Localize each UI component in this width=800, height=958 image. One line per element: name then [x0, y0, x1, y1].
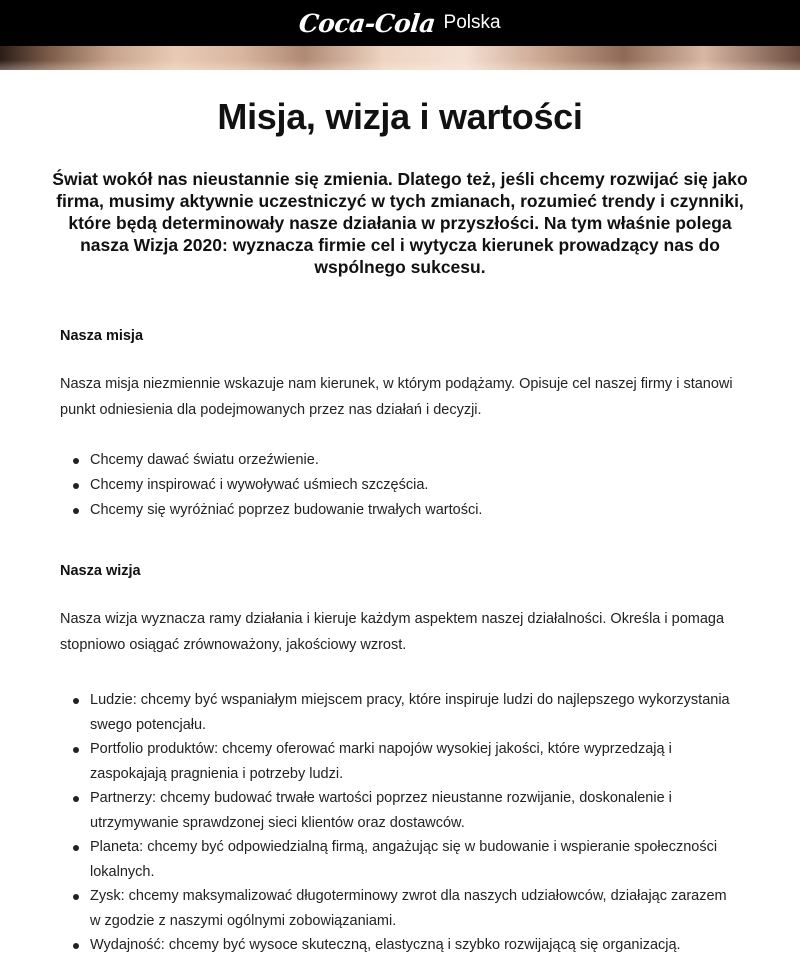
coca-cola-logo[interactable]: Coca-Cola [297, 8, 438, 38]
vision-list [60, 688, 740, 958]
list-item: Chcemy się wyróżniać poprzez budowanie trwałych wartości. [90, 498, 740, 523]
vision-text: Nasza wizja wyznacza ramy działania i kieruje każdym aspektem naszej działalności. Określa i pomaga stopniowo osiągać zrównoważony, jakościowy wzrost. [60, 611, 725, 653]
vision-heading: Nasza wizja [60, 563, 141, 579]
mission-heading: Nasza misja [60, 328, 144, 344]
list-item: Ludzie: chcemy być wspaniałym miejscem pracy, które inspiruje ludzi do najlepszego wykorzystania swego potencjału. [90, 688, 740, 738]
list-item: Zysk: chcemy maksymalizować długoterminowy zwrot dla naszych udziałowców, działając zarazem w zgodzie z naszymi ogólnymi zobowiązaniami. [90, 884, 740, 934]
main-content [0, 328, 800, 958]
list-item: Portfolio produktów: chcemy oferować marki napojów wysokiej jakości, które wyprzedzają i zaspokajają pragnienia i potrzeby ludzi. [90, 737, 740, 787]
list-item: Wydajność: chcemy być wysoce skuteczną, elastyczną i szybko rozwijającą się organizacją. [90, 933, 740, 958]
site-header [0, 0, 800, 46]
intro-lead: Świat wokół nas nieustannie się zmienia. Dlatego też, jeśli chcemy rozwijać się jako firma, musimy aktywnie uczestniczyć w tych zmianach, rozumieć trendy i czynniki, które będą determinowały nasze działania w przyszłości. Na tym właśnie polega nasza Wizja 2020: wyznacza firmie cel i wytycza kierunek prowadzący nas do wspólnego sukcesu. [52, 169, 748, 277]
list-item: Chcemy dawać światu orzeźwienie. [90, 448, 740, 473]
page-title: Misja, wizja i wartości [217, 96, 583, 137]
list-item: Planeta: chcemy być odpowiedzialną firmą, angażując się w budowanie i wspieranie społeczności lokalnych. [90, 835, 740, 885]
hero-image-strip [0, 46, 800, 70]
list-item: Chcemy inspirować i wywoływać uśmiech szczęścia. [90, 473, 740, 498]
mission-text: Nasza misja niezmiennie wskazuje nam kierunek, w którym podążamy. Opisuje cel naszej firmy i stanowi punkt odniesienia dla podejmowanych przez nas działań i decyzji. [60, 376, 733, 418]
mission-list [60, 448, 740, 523]
region-label: Polska [443, 12, 501, 33]
list-item: Partnerzy: chcemy budować trwałe wartości poprzez nieustanne rozwijanie, doskonalenie i utrzymywanie sprawdzonej sieci klientów oraz dostawców. [90, 786, 740, 836]
